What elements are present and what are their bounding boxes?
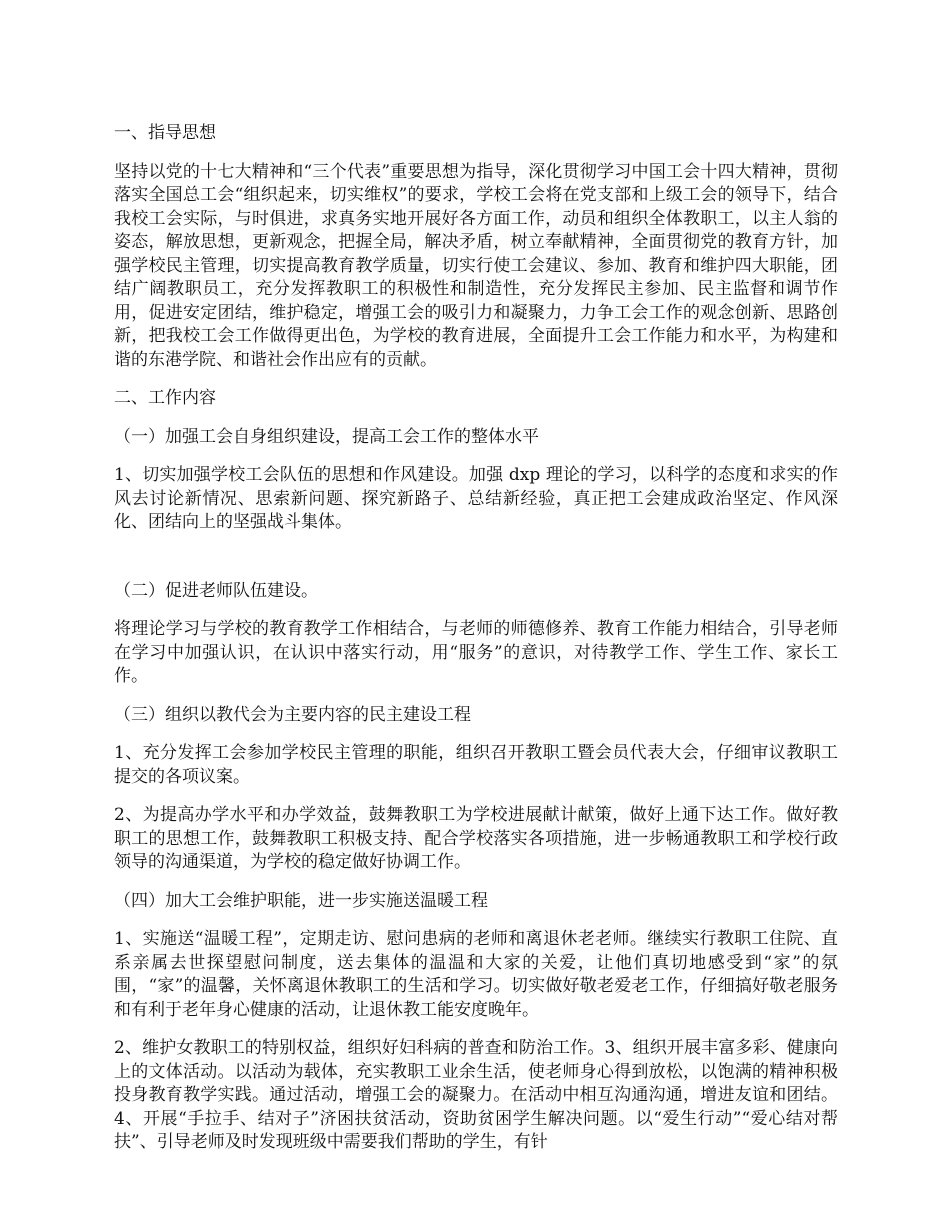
subheading-organization-building: （一）加强工会自身组织建设，提高工会工作的整体水平 xyxy=(114,426,539,447)
paragraph-teacher-team: 将理论学习与学校的教育教学工作相结合，与老师的师德修养、教育工作能力相结合，引导老师在学习中加强认识，在认识中落实行动，用“服务”的意识，对待教学工作、学生工作、家长工作。 xyxy=(114,619,838,686)
paragraph-female-staff-activities: 2、维护女教职工的特别权益，组织好妇科病的普查和防治工作。3、组织开展丰富多彩、健康向上的文体活动。以活动为载体，充实教职工业余生活，使老师身心得到放松，以饱满的精神积极投身教育教学实践。通过活动，增强工会的凝聚力。在活动中相互沟通沟通，增进友谊和团结。4、开展“手拉手、结对子”济困扶贫活动，资助贫困学生解决问题。以“爱生行动”“爱心结对帮扶”、引导老师及时发现班级中需要我们帮助的学生，有针 xyxy=(114,1038,838,1152)
paragraph-guiding-ideology: 坚持以党的十七大精神和“三个代表”重要思想为指导，深化贯彻学习中国工会十四大精神，贯彻落实全国总工会“组织起来，切实维权”的要求，学校工会将在党支部和上级工会的领导下，结合我校工会实际，与时俱进，求真务实地开展好各方面工作，动员和组织全体教职工，以主人翁的姿态，解放思想，更新观念，把握全局，解决矛盾，树立奉献精神，全面贯彻党的教育方针，加强学校民主管理，切实提高教育教学质量，切实行使工会建议、参加、教育和维护四大职能，团结广阔教职员工，充分发挥教职工的积极性和制造性，充分发挥民主参加、民主监督和调节作用，促进安定团结，维护稳定，增强工会的吸引力和凝聚力，力争工会工作的观念创新、思路创新，把我校工会工作做得更出色，为学校的教育进展，全面提升工会工作能力和水平，为构建和谐的东港学院、和谐社会作出应有的贡献。 xyxy=(114,161,838,370)
paragraph-team-style-building: 1、切实加强学校工会队伍的思想和作风建设。加强 dxp 理论的学习，以科学的态度和求实的作风去讨论新情况、思索新问题、探究新路子、总结新经验，真正把工会建成政治坚定、作风深化、团结向上的坚强战斗集体。 xyxy=(114,465,838,532)
section-heading-work-content: 二、工作内容 xyxy=(114,388,216,408)
paragraph-democratic-management: 1、充分发挥工会参加学校民主管理的职能，组织召开教职工暨会员代表大会，仔细审议教职工提交的各项议案。 xyxy=(114,743,838,787)
subheading-democratic-building: （三）组织以教代会为主要内容的民主建设工程 xyxy=(114,704,471,725)
blank-spacer xyxy=(114,550,838,580)
section-heading-guiding-ideology: 一、指导思想 xyxy=(114,123,216,143)
subheading-warmth-project: （四）加大工会维护职能，进一步实施送温暖工程 xyxy=(114,890,488,911)
document-body xyxy=(114,122,838,1170)
paragraph-warmth-project: 1、实施送“温暖工程”，定期走访、慰问患病的老师和离退休老老师。继续实行教职工住院、直系亲属去世探望慰问制度，送去集体的温温和大家的关爱，让他们真切地感受到“家”的氛围，“家”的温馨，关怀离退休教职工的生活和学习。切实做好敬老爱老工作，仔细搞好敬老服务和有利于老年身心健康的活动，让退休教工能安度晚年。 xyxy=(114,929,838,1020)
subheading-teacher-team: （二）促进老师队伍建设。 xyxy=(114,580,318,601)
paragraph-school-development: 2、为提高办学水平和办学效益，鼓舞教职工为学校进展献计献策，做好上通下达工作。做好教职工的思想工作，鼓舞教职工积极支持、配合学校落实各项措施，进一步畅通教职工和学校行政领导的沟通渠道，为学校的稳定做好协调工作。 xyxy=(114,805,838,872)
